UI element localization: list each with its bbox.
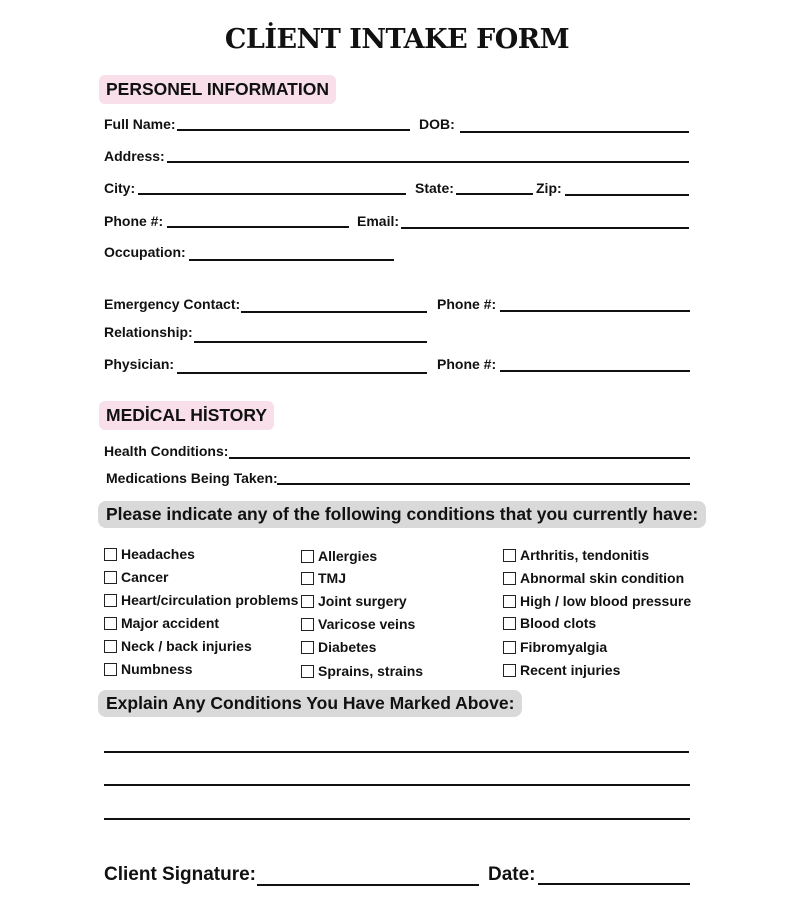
checkbox[interactable] xyxy=(503,549,516,562)
explain-line-1[interactable] xyxy=(104,751,689,753)
dob-label: DOB: xyxy=(419,116,455,132)
explain-heading: Explain Any Conditions You Have Marked Above: xyxy=(98,690,522,717)
medications-label: Medications Being Taken: xyxy=(106,470,278,486)
condition-neck-back[interactable]: Neck / back injuries xyxy=(104,638,252,654)
city-field[interactable] xyxy=(138,193,406,195)
condition-heart-circulation[interactable]: Heart/circulation problems xyxy=(104,592,298,608)
condition-arthritis[interactable]: Arthritis, tendonitis xyxy=(503,547,649,563)
personal-information-heading: PERSONEL INFORMATION xyxy=(99,75,336,104)
condition-numbness[interactable]: Numbness xyxy=(104,661,193,677)
city-label: City: xyxy=(104,180,136,196)
condition-cancer[interactable]: Cancer xyxy=(104,569,168,585)
client-signature-field[interactable] xyxy=(257,884,479,886)
email-label: Email: xyxy=(357,213,400,229)
form-title: CLİENT INTAKE FORM xyxy=(224,24,570,55)
date-field[interactable] xyxy=(538,883,690,885)
checkbox[interactable] xyxy=(104,617,117,630)
date-label: Date: xyxy=(488,864,536,885)
checkbox[interactable] xyxy=(503,664,516,677)
checkbox[interactable] xyxy=(104,571,117,584)
condition-recent-injuries[interactable]: Recent injuries xyxy=(503,662,620,678)
health-conditions-label: Health Conditions: xyxy=(104,443,229,459)
conditions-heading: Please indicate any of the following conditions that you currently have: xyxy=(98,501,706,528)
occupation-field[interactable] xyxy=(189,259,394,261)
health-conditions-field[interactable] xyxy=(229,457,690,459)
phone-field[interactable] xyxy=(167,226,349,228)
checkbox[interactable] xyxy=(301,641,314,654)
checkbox[interactable] xyxy=(301,550,314,563)
checkbox[interactable] xyxy=(301,572,314,585)
condition-headaches[interactable]: Headaches xyxy=(104,546,195,562)
email-field[interactable] xyxy=(401,227,689,229)
condition-major-accident[interactable]: Major accident xyxy=(104,615,219,631)
emergency-phone-label: Phone #: xyxy=(437,296,497,312)
condition-blood-clots[interactable]: Blood clots xyxy=(503,615,596,631)
emergency-phone-field[interactable] xyxy=(500,310,690,312)
checkbox[interactable] xyxy=(301,595,314,608)
address-label: Address: xyxy=(104,148,165,164)
zip-label: Zip: xyxy=(536,180,562,196)
relationship-field[interactable] xyxy=(194,341,427,343)
condition-varicose-veins[interactable]: Varicose veins xyxy=(301,616,415,632)
condition-diabetes[interactable]: Diabetes xyxy=(301,639,376,655)
occupation-label: Occupation: xyxy=(104,244,186,260)
full-name-field[interactable] xyxy=(177,129,410,131)
checkbox[interactable] xyxy=(301,665,314,678)
relationship-label: Relationship: xyxy=(104,324,193,340)
checkbox[interactable] xyxy=(301,618,314,631)
physician-label: Physician: xyxy=(104,356,175,372)
condition-allergies[interactable]: Allergies xyxy=(301,548,377,564)
condition-joint-surgery[interactable]: Joint surgery xyxy=(301,593,407,609)
address-field[interactable] xyxy=(167,161,689,163)
checkbox[interactable] xyxy=(503,572,516,585)
checkbox[interactable] xyxy=(104,548,117,561)
condition-tmj[interactable]: TMJ xyxy=(301,570,346,586)
explain-line-2[interactable] xyxy=(104,784,690,786)
checkbox[interactable] xyxy=(503,595,516,608)
emergency-contact-label: Emergency Contact: xyxy=(104,296,241,312)
dob-field[interactable] xyxy=(460,131,689,133)
physician-phone-field[interactable] xyxy=(500,370,690,372)
checkbox[interactable] xyxy=(104,663,117,676)
state-label: State: xyxy=(415,180,454,196)
checkbox[interactable] xyxy=(503,617,516,630)
physician-phone-label: Phone #: xyxy=(437,356,497,372)
state-field[interactable] xyxy=(456,193,533,195)
physician-field[interactable] xyxy=(177,372,427,374)
condition-abnormal-skin[interactable]: Abnormal skin condition xyxy=(503,570,684,586)
checkbox[interactable] xyxy=(104,640,117,653)
phone-label: Phone #: xyxy=(104,213,164,229)
medications-field[interactable] xyxy=(277,483,690,485)
client-signature-label: Client Signature: xyxy=(104,864,257,885)
checkbox[interactable] xyxy=(503,641,516,654)
condition-blood-pressure[interactable]: High / low blood pressure xyxy=(503,593,691,609)
checkbox[interactable] xyxy=(104,594,117,607)
condition-sprains-strains[interactable]: Sprains, strains xyxy=(301,663,423,679)
medical-history-heading: MEDİCAL HİSTORY xyxy=(99,401,274,430)
explain-line-3[interactable] xyxy=(104,818,690,820)
emergency-contact-field[interactable] xyxy=(241,311,427,313)
zip-field[interactable] xyxy=(565,194,689,196)
full-name-label: Full Name: xyxy=(104,116,176,132)
condition-fibromyalgia[interactable]: Fibromyalgia xyxy=(503,639,607,655)
